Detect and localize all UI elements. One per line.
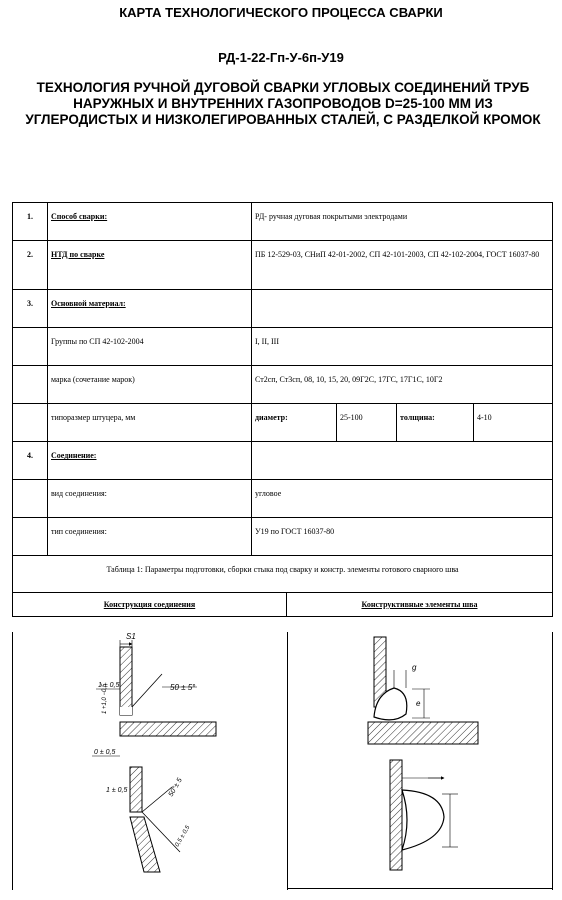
- gap-label: 1 ± 0,5: [98, 682, 120, 689]
- row-number: 4.: [13, 442, 48, 480]
- table-row: [13, 241, 553, 290]
- weld-element-bottom: [390, 760, 458, 870]
- document-code: РД-1-22-Гп-У-6п-У19: [218, 50, 344, 65]
- row-value: У19 по ГОСТ 16037-80: [252, 518, 553, 556]
- card-title: КАРТА ТЕХНОЛОГИЧЕСКОГО ПРОЦЕССА СВАРКИ: [119, 5, 443, 20]
- row-value: I, II, III: [252, 328, 553, 366]
- row-label: вид соединения:: [48, 480, 252, 518]
- row-label: марка (сочетание марок): [48, 366, 252, 404]
- row-label: Основной материал:: [48, 290, 252, 328]
- thickness-value: 4-10: [474, 404, 553, 442]
- technology-subtitle: ТЕХНОЛОГИЯ РУЧНОЙ ДУГОВОЙ СВАРКИ УГЛОВЫХ СОЕДИНЕНИЙ ТРУБ НАРУЖНЫХ И ВНУТРЕННИХ ГАЗОПРОВОДОВ D=25-100 ММ ИЗ УГЛЕРОДИСТЫХ И НИЗКОЛЕГИРОВАННЫХ СТАЛЕЙ, С РАЗДЕЛКОЙ КРОМОК: [25, 80, 541, 127]
- table-row: [13, 328, 553, 366]
- g-label: g: [412, 663, 417, 672]
- table-row: [13, 203, 553, 241]
- diameter-value: 25-100: [337, 404, 397, 442]
- weld-drawings: [12, 632, 552, 890]
- table-caption: Таблица 1: Параметры подготовки, сборки стыка под сварку и констр. элементы готового сварного шва: [13, 556, 553, 593]
- angle2-label: 50°± 5: [167, 776, 184, 798]
- row-label: НТД по сварке: [48, 241, 252, 290]
- drawings-header: [12, 592, 553, 617]
- joint-section-bottom: [106, 767, 192, 872]
- row-label: типоразмер штуцера, мм: [48, 404, 252, 442]
- weld-element-top: [368, 637, 478, 744]
- root-label: 1 +1,0 −0,5: [102, 683, 108, 714]
- bevel-angle-label: 50 ± 5°: [170, 683, 196, 692]
- row-label: тип соединения:: [48, 518, 252, 556]
- row-value: ПБ 12-529-03, СНиП 42-01-2002, СП 42-101-2003, СП 42-102-2004, ГОСТ 16037-80: [252, 241, 553, 290]
- row-label: Соединение:: [48, 442, 252, 480]
- table-row: [13, 556, 553, 593]
- row-number: 3.: [13, 290, 48, 328]
- weld-elements-header: Конструктивные элементы шва: [287, 593, 553, 617]
- table-row: [13, 290, 553, 328]
- row-label: Группы по СП 42-102-2004: [48, 328, 252, 366]
- e-label: e: [416, 699, 421, 708]
- table-row: [13, 518, 553, 556]
- row-label: Способ сварки:: [48, 203, 252, 241]
- row-number: 1.: [13, 203, 48, 241]
- diameter-label: диаметр:: [252, 404, 337, 442]
- row-value: Ст2сп, Ст3сп, 08, 10, 15, 20, 09Г2С, 17ГС, 17Г1С, 10Г2: [252, 366, 553, 404]
- root-gap-label: 0 ± 0,5: [94, 749, 116, 756]
- face-label: 0,5 ± 0,5: [174, 824, 192, 848]
- joint-construction-header: Конструкция соединения: [13, 593, 287, 617]
- s1-label: S1: [126, 632, 136, 641]
- table-row: [13, 442, 553, 480]
- row-value: угловое: [252, 480, 553, 518]
- parameters-table: [12, 202, 553, 593]
- joint-section-top: [92, 632, 216, 756]
- thickness-label: толщина:: [397, 404, 474, 442]
- table-row: [13, 404, 553, 442]
- table-row: [13, 480, 553, 518]
- row-number: 2.: [13, 241, 48, 290]
- table-row: [13, 366, 553, 404]
- gap2-label: 1 ± 0,5: [106, 787, 128, 794]
- row-value: РД- ручная дуговая покрытыми электродами: [252, 203, 553, 241]
